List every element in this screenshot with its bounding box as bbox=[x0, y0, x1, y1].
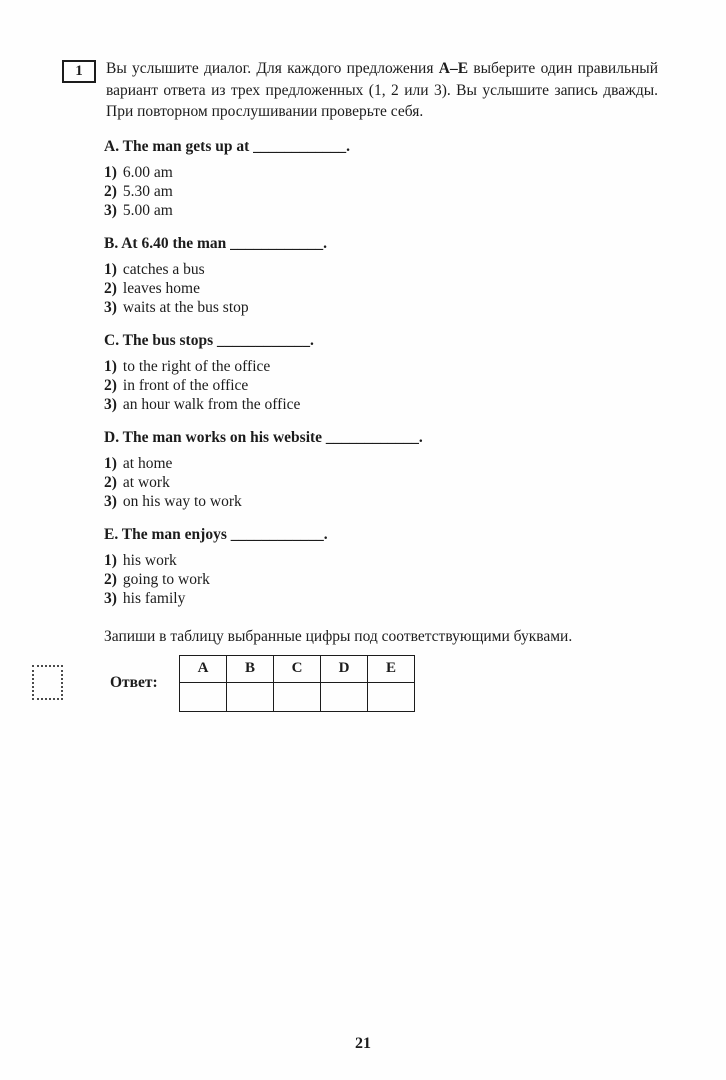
option-text: his work bbox=[122, 551, 177, 569]
task-instruction-letters-range: А–Е bbox=[438, 60, 469, 77]
question-b-option-2 bbox=[104, 279, 658, 298]
answer-label: Ответ: bbox=[110, 674, 158, 691]
option-number: 1) bbox=[104, 454, 117, 472]
answer-table-header-e: E bbox=[368, 655, 415, 682]
option-number: 2) bbox=[104, 182, 117, 200]
question-e bbox=[104, 525, 658, 608]
question-c-option-1 bbox=[104, 357, 658, 376]
answer-table-header-a: A bbox=[180, 655, 227, 682]
question-b bbox=[104, 234, 658, 317]
task-number: 1 bbox=[75, 63, 83, 79]
question-b-option-3 bbox=[104, 298, 658, 317]
option-text: 5.30 am bbox=[122, 182, 173, 200]
question-c-option-2 bbox=[104, 376, 658, 395]
answer-cell-e[interactable] bbox=[368, 682, 415, 711]
question-e-option-3 bbox=[104, 589, 658, 608]
option-number: 1) bbox=[104, 357, 117, 375]
option-text: an hour walk from the office bbox=[122, 395, 301, 413]
question-a-prompt: A. The man gets up at ____________. bbox=[104, 137, 351, 155]
question-a-option-1 bbox=[104, 163, 658, 182]
answer-cell-b[interactable] bbox=[227, 682, 274, 711]
page-number: 21 bbox=[355, 1035, 371, 1052]
answer-instruction: Запиши в таблицу выбранные цифры под соответствующими буквами. bbox=[104, 627, 573, 645]
task-header bbox=[62, 58, 658, 123]
option-number: 2) bbox=[104, 376, 117, 394]
option-text: on his way to work bbox=[122, 492, 242, 510]
option-text: leaves home bbox=[122, 279, 200, 297]
option-number: 2) bbox=[104, 279, 117, 297]
option-text: to the right of the office bbox=[122, 357, 271, 375]
option-number: 3) bbox=[104, 589, 117, 607]
question-d-prompt: D. The man works on his website ____________. bbox=[104, 428, 423, 446]
answer-section bbox=[104, 626, 658, 712]
option-text: 6.00 am bbox=[122, 163, 173, 181]
option-text: in front of the office bbox=[122, 376, 249, 394]
option-number: 2) bbox=[104, 570, 117, 588]
option-text: catches a bus bbox=[122, 260, 205, 278]
page-content bbox=[62, 58, 658, 712]
question-a-option-3 bbox=[104, 201, 658, 220]
option-text: waits at the bus stop bbox=[122, 298, 249, 316]
question-d-option-3 bbox=[104, 492, 658, 511]
option-text: going to work bbox=[122, 570, 210, 588]
answer-table-header-b: B bbox=[227, 655, 274, 682]
question-c bbox=[104, 331, 658, 414]
answer-table bbox=[179, 655, 415, 712]
option-text: his family bbox=[122, 589, 186, 607]
task-instruction-part2: выберите один правильный вариант ответа из трех предложенных (1, 2 или 3). Вы услышите запись дважды. При повторном прослушивании проверьте себя. bbox=[106, 60, 658, 120]
option-text: at work bbox=[122, 473, 170, 491]
answer-table-header-row bbox=[180, 655, 415, 682]
option-number: 3) bbox=[104, 298, 117, 316]
option-number: 2) bbox=[104, 473, 117, 491]
task-number-box bbox=[62, 60, 96, 83]
task-instruction bbox=[106, 58, 658, 123]
question-d bbox=[104, 428, 658, 511]
option-number: 1) bbox=[104, 163, 117, 181]
question-b-prompt: B. At 6.40 the man ____________. bbox=[104, 234, 328, 252]
question-e-option-1 bbox=[104, 551, 658, 570]
option-number: 3) bbox=[104, 492, 117, 510]
dotted-square-marker bbox=[32, 665, 63, 700]
option-text: 5.00 am bbox=[122, 201, 173, 219]
answer-cell-c[interactable] bbox=[274, 682, 321, 711]
answer-table-header-c: C bbox=[274, 655, 321, 682]
question-a bbox=[104, 137, 658, 220]
answer-table-header-d: D bbox=[321, 655, 368, 682]
option-number: 1) bbox=[104, 260, 117, 278]
question-c-option-3 bbox=[104, 395, 658, 414]
answer-cell-a[interactable] bbox=[180, 682, 227, 711]
question-c-prompt: C. The bus stops ____________. bbox=[104, 331, 314, 349]
question-d-option-1 bbox=[104, 454, 658, 473]
question-a-option-2 bbox=[104, 182, 658, 201]
question-d-option-2 bbox=[104, 473, 658, 492]
question-e-prompt: E. The man enjoys ____________. bbox=[104, 525, 328, 543]
option-number: 1) bbox=[104, 551, 117, 569]
option-number: 3) bbox=[104, 395, 117, 413]
option-number: 3) bbox=[104, 201, 117, 219]
answer-table-value-row bbox=[180, 682, 415, 711]
question-e-option-2 bbox=[104, 570, 658, 589]
task-instruction-part1: Вы услышите диалог. Для каждого предложения bbox=[106, 60, 439, 77]
option-text: at home bbox=[122, 454, 173, 472]
answer-cell-d[interactable] bbox=[321, 682, 368, 711]
answer-row bbox=[104, 655, 658, 712]
question-b-option-1 bbox=[104, 260, 658, 279]
